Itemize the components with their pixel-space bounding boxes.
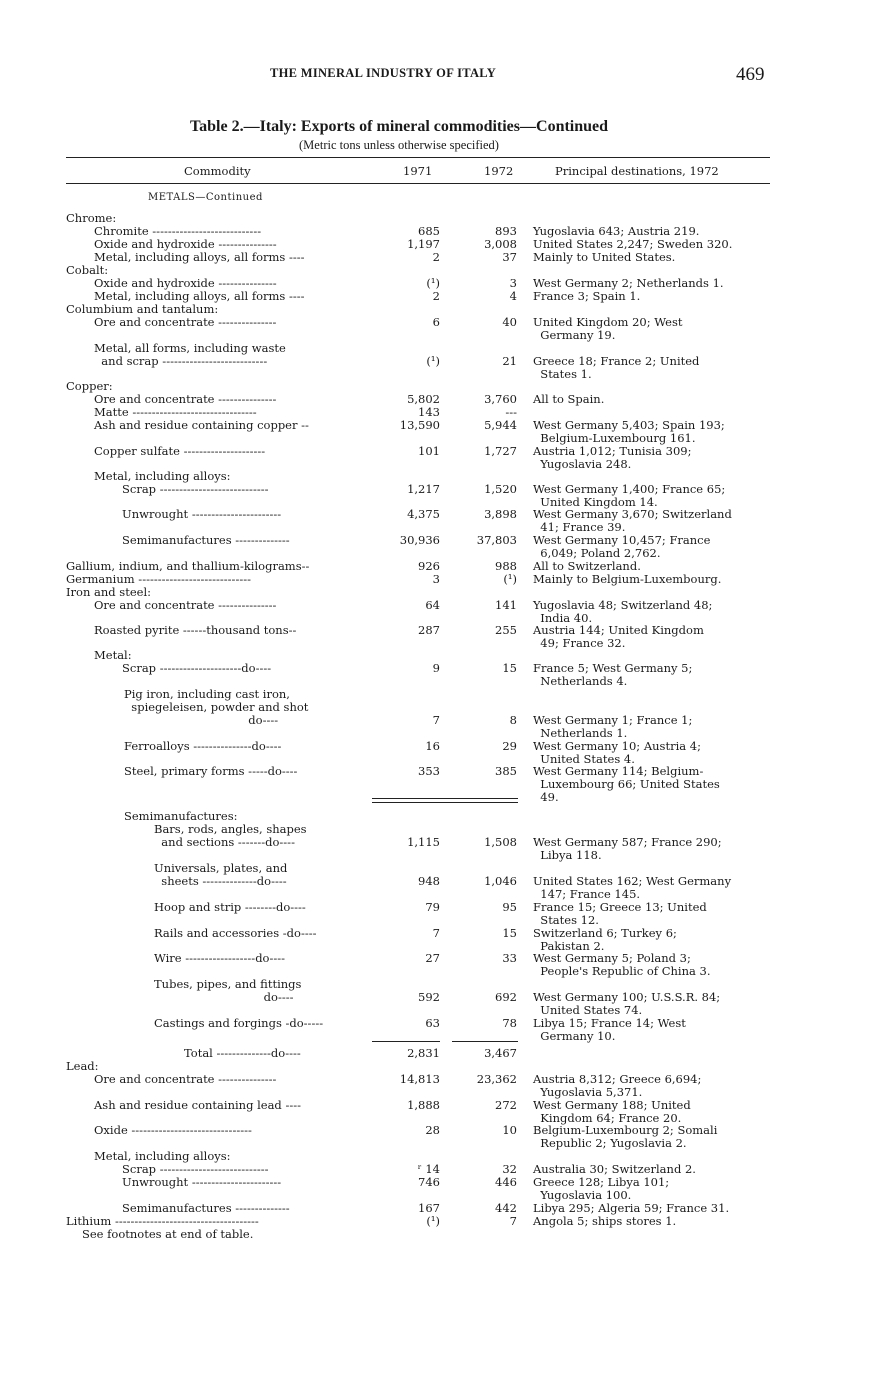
destinations-cell: West Germany 587; France 290; Libya 118. [533,835,722,862]
value-1971: 2 [432,289,440,303]
value-1971: 101 [418,444,440,458]
header-bottom-rule [66,183,770,184]
commodity-cell: Ore and concentrate --------------- [94,1072,277,1086]
value-1972: 21 [502,354,517,368]
value-1972: 5,944 [484,418,517,432]
separator-rule [372,798,518,799]
value-1971: 143 [418,405,440,419]
commodity-cell: Ore and concentrate --------------- [94,392,277,406]
destinations-cell: West Germany 5,403; Spain 193; Belgium-Luxembourg 161. [533,418,725,445]
commodity-cell: Metal, all forms, including waste [94,341,286,355]
value-1972: 1,520 [484,482,517,496]
destinations-cell: United States 2,247; Sweden 320. [533,237,733,251]
value-1972: 988 [495,559,517,573]
value-1972: 255 [495,623,517,637]
commodity-cell: Semimanufactures: [124,809,238,823]
value-1972: 33 [502,951,517,965]
commodity-cell: Metal, including alloys: [94,1149,231,1163]
destinations-cell: West Germany 5; Poland 3; People's Republic of China 3. [533,951,711,978]
value-1971: ʳ 14 [417,1162,440,1176]
destinations-cell: West Germany 114; Belgium- Luxembourg 66; United States 49. [533,764,720,804]
commodity-cell: Tubes, pipes, and fittings [154,977,302,991]
section-label: METALS—Continued [148,192,263,203]
commodity-cell: Metal: [94,648,132,662]
destinations-cell: West Germany 100; U.S.S.R. 84; United States 74. [533,990,721,1017]
commodity-cell: Copper: [66,379,113,393]
value-1972: 40 [502,315,517,329]
commodity-cell: Oxide ------------------------------- [94,1123,252,1137]
column-header-1971: 1971 [403,164,433,178]
value-1971: 685 [418,224,440,238]
commodity-cell: Ash and residue containing lead ---- [94,1098,301,1112]
value-1971: 9 [432,661,440,675]
value-1971: 63 [425,1016,440,1030]
commodity-cell: Semimanufactures -------------- [122,1201,290,1215]
commodity-cell: Metal, including alloys, all forms ---- [94,250,305,264]
value-1972: 1,046 [484,874,517,888]
destinations-cell: United States 162; West Germany 147; France 145. [533,874,732,901]
value-1971: 5,802 [407,392,440,406]
destinations-cell: Austria 8,312; Greece 6,694; Yugoslavia 5,371. [533,1072,702,1099]
value-1971: 6 [432,315,440,329]
value-1971: 14,813 [399,1072,440,1086]
value-1971: 16 [425,739,440,753]
commodity-cell: Ferroalloys ---------------do---- [124,739,282,753]
commodity-cell: Germanium ----------------------------- [66,572,251,586]
destinations-cell: Mainly to United States. [533,250,676,264]
commodity-cell: Scrap ---------------------------- [122,482,269,496]
commodity-cell: Wire ------------------do---- [154,951,286,965]
value-1972: (¹) [503,572,517,586]
commodity-cell: Hoop and strip --------do---- [154,900,306,914]
destinations-cell: West Germany 10; Austria 4; United States 4. [533,739,701,766]
destinations-cell: West Germany 1,400; France 65; United Kingdom 14. [533,482,726,509]
destinations-cell: West Germany 188; United Kingdom 64; France 20. [533,1098,691,1125]
destinations-cell: Libya 15; France 14; West Germany 10. [533,1016,686,1043]
commodity-cell: Iron and steel: [66,585,151,599]
value-1972: 3,008 [484,237,517,251]
commodity-cell: spiegeleisen, powder and shot [124,700,309,714]
destinations-cell: Mainly to Belgium-Luxembourg. [533,572,722,586]
value-1971: 1,115 [407,835,440,849]
page-number: 469 [736,64,765,85]
value-1971: 4,375 [407,507,440,521]
value-1971: 7 [432,713,440,727]
commodity-cell: Gallium, indium, and thallium-kilograms-- [66,559,310,573]
commodity-cell: Steel, primary forms -----do---- [124,764,298,778]
value-1971: 79 [425,900,440,914]
commodity-cell: Bars, rods, angles, shapes [154,822,307,836]
value-1971: 353 [418,764,440,778]
value-1972: 446 [495,1175,517,1189]
column-header-destinations: Principal destinations, 1972 [555,164,719,178]
commodity-cell: Ash and residue containing copper -- [94,418,309,432]
commodity-cell: Matte -------------------------------- [94,405,257,419]
destinations-cell: West Germany 3,670; Switzerland 41; France 39. [533,507,732,534]
value-1971: 3 [432,572,440,586]
destinations-cell: United Kingdom 20; West Germany 19. [533,315,683,342]
value-1972: 692 [495,990,517,1004]
value-1972: 37,803 [476,533,517,547]
value-1972: 15 [502,926,517,940]
commodity-cell: Ore and concentrate --------------- [94,598,277,612]
value-1971: 1,888 [407,1098,440,1112]
value-1972: 7 [509,1214,517,1228]
commodity-cell: Universals, plates, and [154,861,288,875]
value-1972: 1,727 [484,444,517,458]
commodity-cell: Metal, including alloys, all forms ---- [94,289,305,303]
destinations-cell: France 15; Greece 13; United States 12. [533,900,707,927]
commodity-cell: and scrap --------------------------- [94,354,268,368]
commodity-cell: Pig iron, including cast iron, [124,687,290,701]
value-1972: 272 [495,1098,517,1112]
value-1971: (¹) [426,1214,440,1228]
total-rule-1971 [372,1041,440,1042]
commodity-cell: sheets --------------do---- [154,874,287,888]
destinations-cell: Australia 30; Switzerland 2. [533,1162,696,1176]
commodity-cell: Oxide and hydroxide --------------- [94,276,277,290]
value-1972: 3,467 [484,1046,517,1060]
value-1972: 442 [495,1201,517,1215]
value-1971: 27 [425,951,440,965]
destinations-cell: Greece 18; France 2; United States 1. [533,354,700,381]
value-1972: 3,898 [484,507,517,521]
commodity-cell: Copper sulfate --------------------- [94,444,266,458]
destinations-cell: France 3; Spain 1. [533,289,641,303]
destinations-cell: All to Spain. [533,392,605,406]
destinations-cell: Libya 295; Algeria 59; France 31. [533,1201,730,1215]
commodity-cell: Semimanufactures -------------- [122,533,290,547]
value-1971: 167 [418,1201,440,1215]
value-1971: 2,831 [407,1046,440,1060]
header-top-rule [66,157,770,158]
value-1972: 78 [502,1016,517,1030]
commodity-cell: do---- [124,713,279,727]
commodity-cell: Ore and concentrate --------------- [94,315,277,329]
commodity-cell: Chromite ---------------------------- [94,224,262,238]
value-1971: 948 [418,874,440,888]
commodity-cell: Unwrought ----------------------- [122,1175,282,1189]
commodity-cell: Chrome: [66,211,117,225]
commodity-cell: Lead: [66,1059,99,1073]
value-1971: 2 [432,250,440,264]
value-1971: 64 [425,598,440,612]
value-1972: 893 [495,224,517,238]
footnote: See footnotes at end of table. [82,1227,254,1241]
value-1972: 23,362 [476,1072,517,1086]
destinations-cell: All to Switzerland. [533,559,641,573]
commodity-cell: Lithium ------------------------------------- [66,1214,259,1228]
commodity-cell: Rails and accessories -do---- [154,926,317,940]
value-1972: 32 [502,1162,517,1176]
destinations-cell: Yugoslavia 48; Switzerland 48; India 40. [533,598,713,625]
commodity-cell: Metal, including alloys: [94,469,231,483]
commodity-cell: Castings and forgings -do----- [154,1016,324,1030]
value-1971: (¹) [426,276,440,290]
destinations-cell: France 5; West Germany 5; Netherlands 4. [533,661,693,688]
destinations-cell: Belgium-Luxembourg 2; Somali Republic 2; Yugoslavia 2. [533,1123,718,1150]
value-1972: 15 [502,661,517,675]
value-1971: 592 [418,990,440,1004]
commodity-cell: Roasted pyrite ------thousand tons-- [94,623,297,637]
value-1972: 95 [502,900,517,914]
value-1972: 4 [509,289,517,303]
value-1972: 3 [509,276,517,290]
running-title: THE MINERAL INDUSTRY OF ITALY [270,66,497,80]
value-1972: 385 [495,764,517,778]
separator-rule [372,802,518,803]
column-header-1972: 1972 [484,164,514,178]
value-1971: 1,217 [407,482,440,496]
commodity-cell: do---- [154,990,294,1004]
destinations-cell: Greece 128; Libya 101; Yugoslavia 100. [533,1175,670,1202]
commodity-cell: Unwrought ----------------------- [122,507,282,521]
destinations-cell: Austria 1,012; Tunisia 309; Yugoslavia 248. [533,444,692,471]
column-header-commodity: Commodity [184,164,251,178]
commodity-cell: Total --------------do---- [184,1046,301,1060]
destinations-cell: West Germany 2; Netherlands 1. [533,276,724,290]
commodity-cell: Scrap ---------------------do---- [122,661,272,675]
commodity-cell: Oxide and hydroxide --------------- [94,237,277,251]
value-1972: 1,508 [484,835,517,849]
destinations-cell: West Germany 10,457; France 6,049; Poland 2,762. [533,533,711,560]
destinations-cell: Angola 5; ships stores 1. [533,1214,677,1228]
table-title: Table 2.—Italy: Exports of mineral commodities—Continued [189,118,609,135]
value-1971: 287 [418,623,440,637]
destinations-cell: Switzerland 6; Turkey 6; Pakistan 2. [533,926,677,953]
value-1972: 8 [509,713,517,727]
total-rule-1972 [452,1041,518,1042]
commodity-cell: and sections -------do---- [154,835,295,849]
destinations-cell: Yugoslavia 643; Austria 219. [533,224,700,238]
table-subtitle: (Metric tons unless otherwise specified) [299,138,499,152]
value-1971: 13,590 [399,418,440,432]
commodity-cell: Columbium and tantalum: [66,302,219,316]
value-1972: --- [505,405,517,419]
value-1972: 141 [495,598,517,612]
value-1971: 30,936 [399,533,440,547]
value-1971: (¹) [426,354,440,368]
commodity-cell: Scrap ---------------------------- [122,1162,269,1176]
value-1972: 3,760 [484,392,517,406]
commodity-cell: Cobalt: [66,263,109,277]
destinations-cell: West Germany 1; France 1; Netherlands 1. [533,713,693,740]
value-1971: 1,197 [407,237,440,251]
destinations-cell: Austria 144; United Kingdom 49; France 32. [533,623,704,650]
value-1972: 10 [502,1123,517,1137]
value-1971: 28 [425,1123,440,1137]
value-1971: 926 [418,559,440,573]
value-1972: 37 [502,250,517,264]
value-1971: 746 [418,1175,440,1189]
value-1971: 7 [432,926,440,940]
value-1972: 29 [502,739,517,753]
